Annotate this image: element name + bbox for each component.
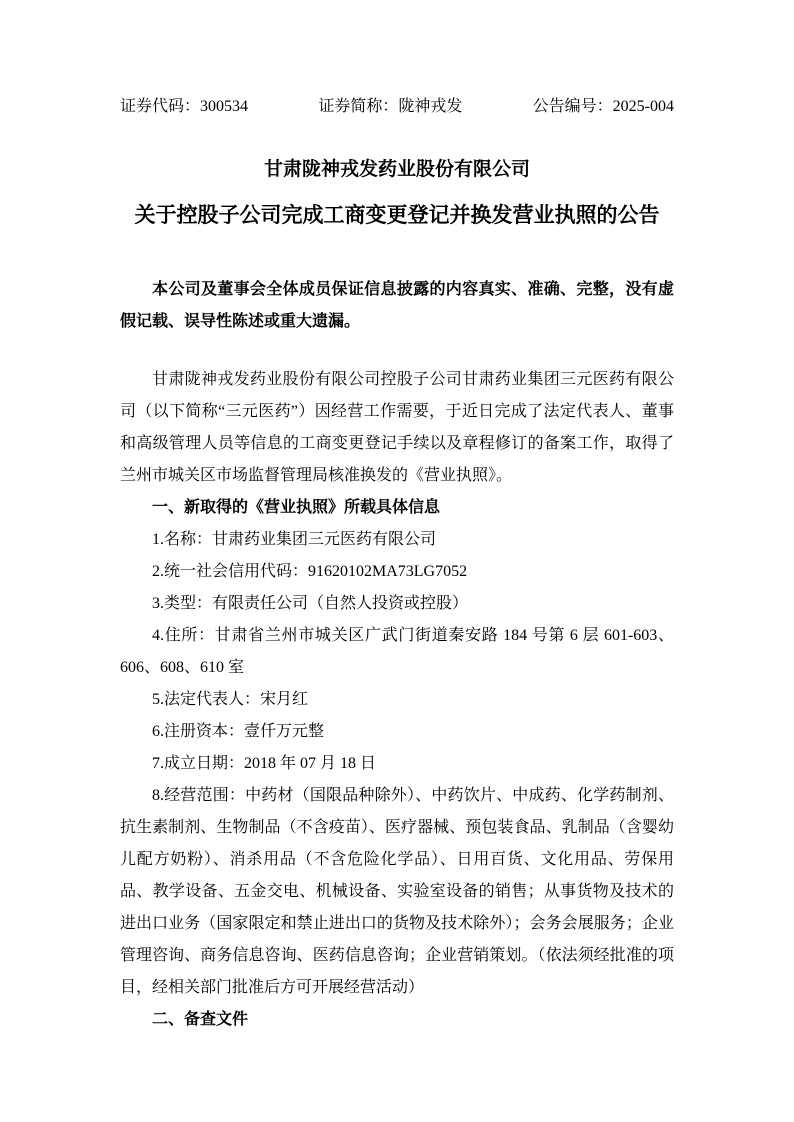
license-item-credit-code: 2.统一社会信用代码：91620102MA73LG7052 xyxy=(152,563,468,580)
section1-heading: 一、新取得的《营业执照》所载具体信息 xyxy=(152,499,441,516)
board-declaration-paragraph: 本公司及董事会全体成员保证信息披露的内容真实、准确、完整，没有虚假记载、误导性陈述或重大遗漏。 xyxy=(120,281,674,330)
intro-paragraph: 甘肃陇神戎发药业股份有限公司控股子公司甘肃药业集团三元医药有限公司（以下简称“三元医药”）因经营工作需要，于近日完成了法定代表人、董事和高级管理人员等信息的工商变更登记手续以及章程修订的备案工作，取得了兰州市城关区市场监督管理局核准换发的《营业执照》。 xyxy=(120,371,674,484)
license-item-business-scope: 8.经营范围：中药材（国限品种除外）、中药饮片、中成药、化学药制剂、抗生素制剂、生物制品（不含疫苗）、医疗器械、预包装食品、乳制品（含婴幼儿配方奶粉）、消杀用品（不含危险化学品）、日用百货、文化用品、劳保用品、教学设备、五金交电、机械设备、实验室设备的销售；从事货物及技术的进出口业务（国家限定和禁止进出口的货物及技术除外）；会务会展服务；企业管理咨询、商务信息咨询、医药信息咨询；企业营销策划。（依法须经批准的项目，经相关部门批准后方可开展经营活动） xyxy=(120,787,674,996)
announcement-title: 关于控股子公司完成工商变更登记并换发营业执照的公告 xyxy=(134,203,660,227)
license-item-company-type: 3.类型：有限责任公司（自然人投资或控股） xyxy=(152,595,469,612)
stock-code-label: 证券代码：300534 xyxy=(120,98,249,115)
license-item-registered-capital: 6.注册资本：壹仟万元整 xyxy=(152,723,325,740)
license-item-legal-representative: 5.法定代表人：宋月红 xyxy=(152,691,309,708)
license-item-establishment-date: 7.成立日期：2018 年 07 月 18 日 xyxy=(152,755,377,772)
section2-heading: 二、备查文件 xyxy=(152,1011,249,1028)
license-item-address: 4.住所：甘肃省兰州市城关区广武门街道秦安路 184 号第 6 层 601-603、606、608、610 室 xyxy=(120,627,674,676)
announcement-number-label: 公告编号：2025-004 xyxy=(532,98,674,115)
company-name-title: 甘肃陇神戎发药业股份有限公司 xyxy=(263,159,530,180)
stock-short-name-label: 证券简称：陇神戎发 xyxy=(318,98,463,115)
license-item-name: 1.名称：甘肃药业集团三元医药有限公司 xyxy=(152,531,437,548)
document-header xyxy=(120,97,674,117)
